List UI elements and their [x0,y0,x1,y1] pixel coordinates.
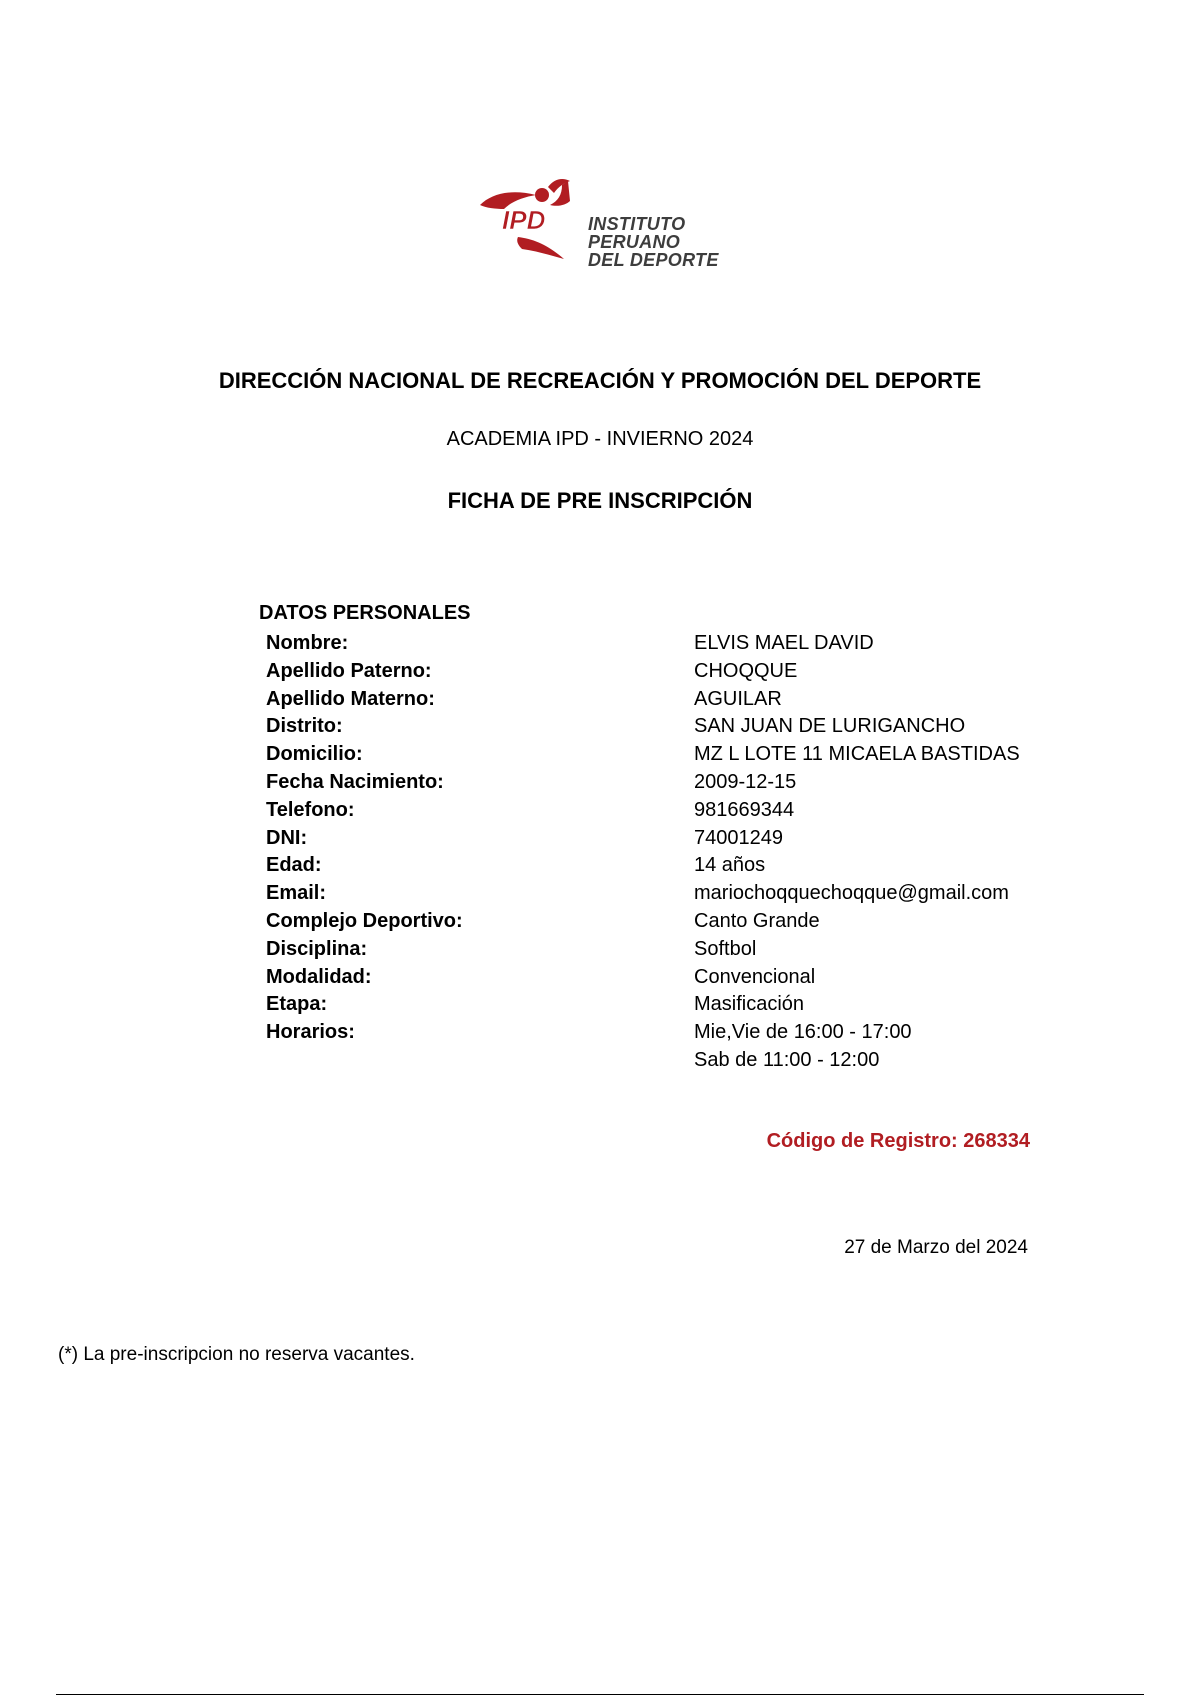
field-row-apellido-paterno [266,658,1086,686]
field-value: 2009-12-15 [694,770,797,793]
field-label: Fecha Nacimiento: [266,770,444,793]
field-row-disciplina [266,936,1086,964]
field-value: Convencional [694,965,816,988]
field-row-fecha-nacimiento [266,769,1086,797]
ipd-emblem-icon [478,175,588,275]
field-row-email [266,880,1086,908]
field-label: Distrito: [266,715,343,738]
field-label: Etapa: [266,993,328,1016]
field-label: Apellido Materno: [266,687,435,710]
field-row-telefono [266,797,1086,825]
field-label: Apellido Paterno: [266,659,432,682]
field-value-second-line: Sab de 11:00 - 12:00 [694,1048,880,1071]
footer-divider [56,1694,1144,1695]
field-value: CHOQQUE [694,659,798,682]
field-label: Complejo Deportivo: [266,909,463,932]
field-value: 981669344 [694,798,795,821]
field-value: 74001249 [694,826,783,849]
svg-text:IPD: IPD [502,205,546,235]
field-label: Domicilio: [266,743,363,766]
field-row-edad [266,852,1086,880]
field-label: Modalidad: [266,965,372,988]
registration-code: Código de Registro: 268334 [766,1130,1030,1152]
issue-date: 27 de Marzo del 2024 [844,1237,1028,1258]
personal-data-heading: DATOS PERSONALES [259,602,471,624]
field-label: Edad: [266,854,322,877]
field-value: MZ L LOTE 11 MICAELA BASTIDAS [694,743,1020,766]
logo-line-1: INSTITUTO [588,214,686,234]
field-value: AGUILAR [694,687,782,710]
field-row-dni [266,825,1086,853]
field-label: Telefono: [266,798,355,821]
field-value: Mie,Vie de 16:00 - 17:00 [694,1021,912,1044]
personal-data-fields [266,630,1086,1071]
field-row-complejo-deportivo [266,908,1086,936]
field-row-distrito [266,713,1086,741]
logo-line-2: PERUANO [588,232,681,252]
field-value: SAN JUAN DE LURIGANCHO [694,715,966,738]
academy-subtitle: ACADEMIA IPD - INVIERNO 2024 [446,428,754,450]
ipd-logo [478,175,738,275]
field-label: DNI: [266,826,308,849]
form-title: FICHA DE PRE INSCRIPCIÓN [447,488,753,513]
field-row-nombre [266,630,1086,658]
field-value: Masificación [694,993,805,1016]
logo-wordmark [588,215,719,269]
field-value: Canto Grande [694,909,820,932]
field-value: ELVIS MAEL DAVID [694,632,874,654]
field-value: 14 años [694,854,766,877]
field-value: mariochoqquechoqque@gmail.com [694,882,1009,905]
field-row-domicilio [266,741,1086,769]
field-label: Email: [266,882,327,905]
field-row-modalidad [266,964,1086,992]
logo-line-3: DEL DEPORTE [588,250,719,270]
field-label: Horarios: [266,1021,355,1044]
field-label: Disciplina: [266,937,368,960]
field-row-horarios [266,1019,1086,1071]
footnote: (*) La pre-inscripcion no reserva vacantes. [58,1344,415,1365]
main-title: DIRECCIÓN NACIONAL DE RECREACIÓN Y PROMOCIÓN DEL DEPORTE [218,368,982,393]
field-label: Nombre: [266,632,349,654]
field-value: Softbol [694,937,757,960]
field-row-apellido-materno [266,686,1086,714]
field-row-etapa [266,991,1086,1019]
